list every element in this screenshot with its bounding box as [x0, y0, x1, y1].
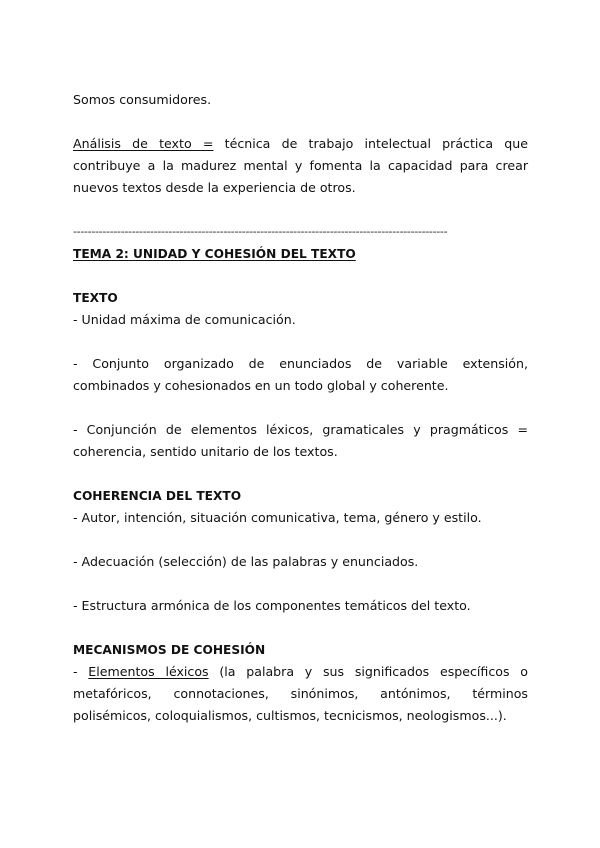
- texto-item-3: - Conjunción de elementos léxicos, gramaticales y pragmáticos = coherencia, sentido unitario de los textos.: [73, 422, 528, 459]
- texto-heading: TEXTO: [73, 291, 118, 305]
- coherencia-item-1: - Autor, intención, situación comunicativa, tema, género y estilo.: [73, 510, 482, 525]
- analysis-paragraph: [73, 133, 528, 199]
- coherencia-heading: COHERENCIA DEL TEXTO: [73, 489, 242, 503]
- texto-item-1: - Unidad máxima de comunicación.: [73, 312, 296, 327]
- tema-title: TEMA 2: UNIDAD Y COHESIÓN DEL TEXTO: [73, 247, 356, 261]
- analysis-definition: técnica de trabajo intelectual práctica que contribuye a la madurez mental y fomenta la capacidad para crear nuevos textos desde la experiencia de otros.: [73, 136, 528, 195]
- texto-item-2: - Conjunto organizado de enunciados de variable extensión, combinados y cohesionados en un todo global y coherente.: [73, 356, 528, 393]
- mecanismos-item-1: [73, 661, 528, 727]
- intro-line: Somos consumidores.: [73, 92, 212, 107]
- mecanismos-item-prefix: -: [73, 664, 89, 679]
- mecanismos-item-term: Elementos léxicos: [88, 664, 209, 679]
- coherencia-item-2: - Adecuación (selección) de las palabras y enunciados.: [73, 554, 419, 569]
- mecanismos-heading: MECANISMOS DE COHESIÓN: [73, 643, 266, 657]
- mecanismos-item-rest: (la palabra y sus significados específicos o metafóricos, connotaciones, sinónimos, antónimos, términos polisémicos, coloquialismos, cultismos, tecnicismos, neologismos...).: [73, 664, 529, 723]
- coherencia-item-3: - Estructura armónica de los componentes temáticos del texto.: [73, 598, 471, 613]
- analysis-term: Análisis de texto =: [73, 136, 214, 151]
- section-separator: ------------------------------------------------------------------------------------------------------: [73, 225, 448, 238]
- document-page: [73, 89, 528, 727]
